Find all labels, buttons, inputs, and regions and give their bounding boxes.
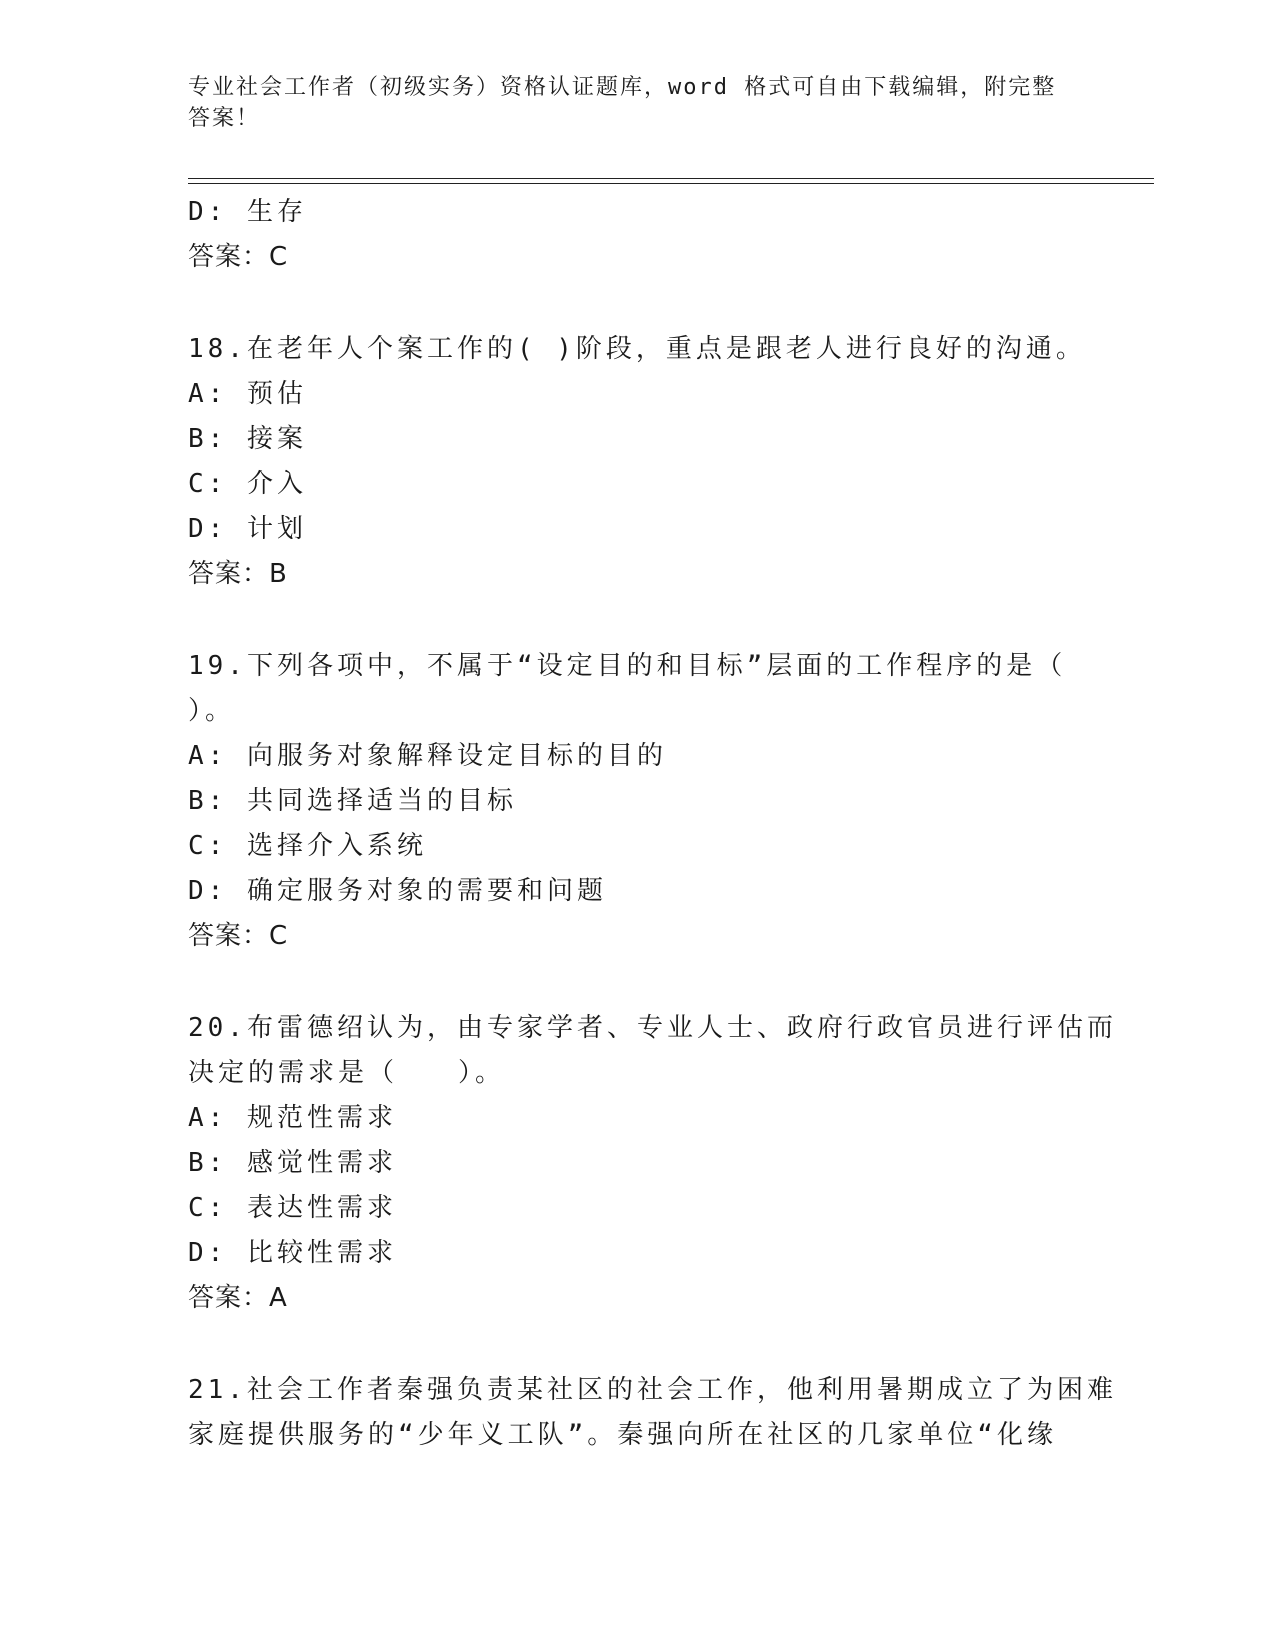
question-18-text: 18.在老年人个案工作的( )阶段，重点是跟老人进行良好的沟通。 xyxy=(188,334,1086,364)
question-20-option-b: B: 感觉性需求 xyxy=(188,1148,397,1178)
question-18-option-c: C: 介入 xyxy=(188,469,307,499)
spacer xyxy=(188,280,1088,327)
question-20-option-d: D: 比较性需求 xyxy=(188,1238,397,1268)
document-header xyxy=(188,72,1078,134)
question-19-option-a: A: 向服务对象解释设定目标的目的 xyxy=(188,741,667,771)
question-19-answer: 答案：C xyxy=(188,921,289,951)
header-line-1: 专业社会工作者（初级实务）资格认证题库，word 格式可自由下载编辑，附完整 xyxy=(188,75,1057,100)
question-20-option-a: A: 规范性需求 xyxy=(188,1103,397,1133)
question-20-answer: 答案：A xyxy=(188,1283,288,1313)
question-20-text-line-2: 决定的需求是（ ）。 xyxy=(188,1058,506,1088)
question-20-text-line-1: 20.布雷德绍认为，由专家学者、专业人士、政府行政官员进行评估而 xyxy=(188,1013,1117,1043)
question-18-option-a: A: 预估 xyxy=(188,379,307,409)
prev-answer: 答案：C xyxy=(188,242,289,272)
question-18-option-b: B: 接案 xyxy=(188,424,307,454)
spacer xyxy=(188,959,1088,1006)
header-divider-bottom xyxy=(188,183,1154,184)
question-19-option-b: B: 共同选择适当的目标 xyxy=(188,786,517,816)
question-19-text-line-1: 19.下列各项中，不属于“设定目的和目标”层面的工作程序的是（ xyxy=(188,651,1067,681)
spacer xyxy=(188,597,1088,644)
prev-option-d: D: 生存 xyxy=(188,197,307,227)
question-18-option-d: D: 计划 xyxy=(188,514,307,544)
question-18-answer: 答案：B xyxy=(188,559,288,589)
question-19-option-c: C: 选择介入系统 xyxy=(188,831,427,861)
question-20-option-c: C: 表达性需求 xyxy=(188,1193,397,1223)
header-line-2: 答案！ xyxy=(188,106,261,131)
header-divider-top xyxy=(188,178,1154,179)
question-21-text-line-1: 21.社会工作者秦强负责某社区的社会工作，他利用暑期成立了为困难 xyxy=(188,1375,1117,1405)
question-19-option-d: D: 确定服务对象的需要和问题 xyxy=(188,876,607,906)
question-19-text-line-2: ）。 xyxy=(188,696,236,726)
document-body xyxy=(188,190,1117,1458)
spacer xyxy=(188,1321,1088,1368)
question-21-text-line-2: 家庭提供服务的“少年义工队”。秦强向所在社区的几家单位“化缘 xyxy=(188,1420,1057,1450)
